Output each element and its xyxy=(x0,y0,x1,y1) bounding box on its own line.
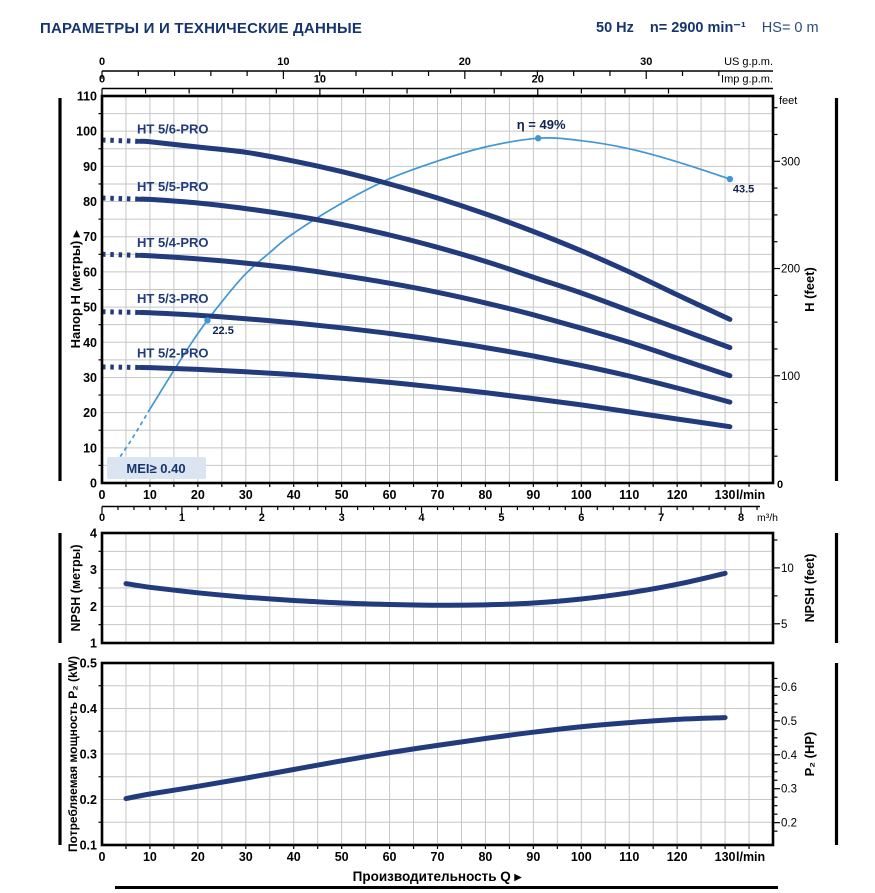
p2-hp-axis xyxy=(773,678,798,831)
x-tick-label: 90 xyxy=(526,850,541,864)
efficiency-point-dot xyxy=(204,317,210,323)
y-tick-label: 70 xyxy=(83,230,97,245)
x-tick-label: 10 xyxy=(142,850,157,864)
y-tick-label: 10 xyxy=(83,441,97,456)
x-tick-label: 50 xyxy=(334,850,349,864)
curve-label-ht-5-6-pro: HT 5/6-PRO xyxy=(137,121,209,137)
y-tick-label: 60 xyxy=(83,265,97,280)
y-tick-label: 3 xyxy=(90,563,97,578)
feet-zero-label: 0 xyxy=(777,479,784,491)
main-feet-axis xyxy=(773,95,800,491)
x-tick-label: 100 xyxy=(570,488,592,502)
y-tick-label: 0.4 xyxy=(79,702,97,716)
m3h-tick-label: 7 xyxy=(658,512,665,524)
hp-tick-label: 0.4 xyxy=(781,749,797,762)
x-tick-label: 80 xyxy=(478,850,493,864)
y-tick-label: 90 xyxy=(83,159,97,174)
gpm-tick-label: 20 xyxy=(458,56,471,68)
feet-tick-label: 5 xyxy=(781,618,788,631)
x-tick-label: 0 xyxy=(98,488,106,502)
gpm-tick-label: 20 xyxy=(531,73,544,86)
gpm-tick-label: 10 xyxy=(313,73,327,86)
main-grid xyxy=(102,96,773,483)
x-unit-label: l/min xyxy=(736,488,766,502)
curve-label-ht-5-3-pro: HT 5/3-PRO xyxy=(137,290,209,306)
x-tick-label: 60 xyxy=(382,488,397,502)
feet-tick-label: 200 xyxy=(781,263,801,276)
p2-grid xyxy=(102,663,773,845)
speed-value: n= 2900 min⁻¹ xyxy=(649,20,746,36)
x-axis-title: Производительность Q ▸ xyxy=(352,869,522,884)
x-tick-label: 30 xyxy=(238,488,253,502)
x-tick-label: 0 xyxy=(98,850,106,864)
gpm-tick-label: 10 xyxy=(277,56,290,68)
y-tick-label: 0.3 xyxy=(79,747,97,762)
y-tick-label: 0.2 xyxy=(79,793,97,807)
main-x-axis xyxy=(99,483,766,502)
x-tick-label: 50 xyxy=(334,488,349,502)
y-tick-label: 50 xyxy=(83,300,97,315)
x-tick-label: 60 xyxy=(382,850,397,864)
x-tick-label: 80 xyxy=(478,488,493,502)
frequency-value: 50 Hz xyxy=(596,20,634,36)
y-tick-label: 0.5 xyxy=(79,656,97,671)
x-tick-label: 30 xyxy=(238,850,253,864)
gpm-tick-label: 0 xyxy=(98,73,106,86)
efficiency-annotation: η = 49% xyxy=(516,117,566,133)
y-tick-label: 2 xyxy=(90,599,97,614)
x-tick-label: 100 xyxy=(570,850,592,864)
x-tick-label: 130 xyxy=(714,488,736,502)
p2-ylabel-left: Потребляемая мощность P₂ (kW) xyxy=(66,656,80,852)
hp-tick-label: 0.2 xyxy=(781,817,797,830)
x-tick-label: 10 xyxy=(142,488,157,502)
imp-gpm-axis xyxy=(99,74,773,97)
x-tick-label: 20 xyxy=(190,488,205,502)
hp-tick-label: 0.6 xyxy=(781,681,797,694)
x-tick-label: 110 xyxy=(619,488,640,502)
x-tick-label: 70 xyxy=(430,488,445,502)
m3h-tick-label: 5 xyxy=(498,512,505,524)
efficiency-annotation: 43.5 xyxy=(732,183,755,196)
p2-y-axis xyxy=(80,657,102,853)
m3h-tick-label: 4 xyxy=(418,512,425,524)
curve-label-ht-5-5-pro: HT 5/5-PRO xyxy=(137,178,209,194)
x-tick-label: 40 xyxy=(286,488,301,502)
npsh-grid xyxy=(102,533,773,643)
x-tick-label: 70 xyxy=(430,850,445,864)
us-gpm-axis xyxy=(99,56,773,79)
y-tick-label: 110 xyxy=(76,89,97,104)
npsh-ylabel-left: NPSH (метры) xyxy=(69,544,83,632)
m3h-tick-label: 8 xyxy=(738,512,745,524)
curve-dashed-start xyxy=(102,367,140,368)
x-tick-label: 110 xyxy=(619,850,640,864)
efficiency-point-dot xyxy=(535,135,541,141)
curve-dashed-start xyxy=(102,198,140,199)
curve-label-ht-5-4-pro: HT 5/4-PRO xyxy=(137,235,209,251)
x-tick-label: 40 xyxy=(286,850,301,864)
hp-tick-label: 0.3 xyxy=(781,783,797,796)
efficiency-annotation: 22.5 xyxy=(212,324,234,337)
curve-label-ht-5-2-pro: HT 5/2-PRO xyxy=(137,345,209,361)
y-tick-label: 30 xyxy=(83,370,97,385)
x-tick-label: 120 xyxy=(666,850,688,864)
y-tick-label: 20 xyxy=(83,406,97,421)
y-tick-label: 40 xyxy=(83,335,97,350)
npsh-feet-axis xyxy=(773,540,794,631)
gpm-unit-label: US g.p.m. xyxy=(724,56,773,68)
feet-tick-label: 100 xyxy=(781,370,801,383)
x-tick-label: 20 xyxy=(190,850,205,864)
feet-tick-label: 300 xyxy=(781,156,801,169)
y-tick-label: 80 xyxy=(83,195,97,210)
npsh-curve xyxy=(126,573,725,605)
y-tick-label: 4 xyxy=(90,526,97,541)
x-tick-label: 130 xyxy=(714,850,736,864)
main-ylabel-left: Напор H (метры) ▸ xyxy=(68,230,83,349)
y-tick-label: 1 xyxy=(90,636,97,651)
m3h-unit-label: m³/h xyxy=(757,512,778,524)
m3h-tick-label: 3 xyxy=(338,512,345,524)
y-tick-label: 100 xyxy=(76,124,97,139)
m3h-tick-label: 1 xyxy=(178,512,185,524)
page-title: ПАРАМЕТРЫ И И ТЕХНИЧЕСКИЕ ДАННЫЕ xyxy=(40,20,363,37)
x-tick-label: 90 xyxy=(526,488,541,502)
x-tick-label: 120 xyxy=(666,488,688,502)
npsh-ylabel-right: NPSH (feet) xyxy=(803,553,817,623)
m3h-tick-label: 0 xyxy=(98,512,106,524)
p2-x-axis xyxy=(99,845,766,864)
mei-badge-label: MEI≥ 0.40 xyxy=(126,461,186,476)
y-tick-label: 0 xyxy=(90,476,97,491)
gpm-unit-label: Imp g.p.m. xyxy=(721,73,773,86)
gpm-tick-label: 30 xyxy=(640,56,653,68)
feet-unit-label: feet xyxy=(779,95,798,107)
p2-ylabel-right: P₂ (HP) xyxy=(802,731,817,777)
feet-tick-label: 10 xyxy=(781,562,794,575)
suction-head-value: HS= 0 m xyxy=(761,20,819,36)
curve-solid xyxy=(140,367,730,426)
curve-dashed-start xyxy=(102,140,140,141)
npsh-y-axis xyxy=(90,526,102,650)
gpm-tick-label: 0 xyxy=(98,56,106,68)
efficiency-curve-solid xyxy=(150,138,730,409)
m3h-tick-label: 2 xyxy=(258,512,265,524)
main-ylabel-right: H (feet) xyxy=(802,267,817,312)
curve-dashed-start xyxy=(102,312,140,313)
p2-curve xyxy=(126,718,725,799)
m3h-tick-label: 6 xyxy=(578,512,585,524)
hp-tick-label: 0.5 xyxy=(781,715,797,728)
x-unit-label: l/min xyxy=(736,850,766,864)
y-tick-label: 0.1 xyxy=(79,838,97,853)
efficiency-point-dot xyxy=(727,176,733,182)
m3h-axis xyxy=(99,507,778,525)
